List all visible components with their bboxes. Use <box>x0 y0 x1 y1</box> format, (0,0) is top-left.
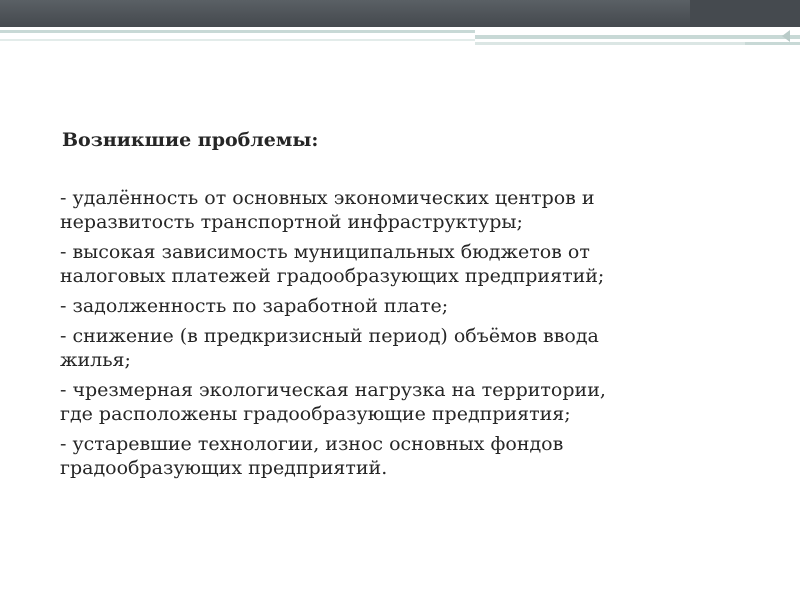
list-item-line: - задолженность по заработной плате; <box>60 295 449 317</box>
list-item-line: градообразующих предприятий. <box>60 457 388 479</box>
slide-title: Возникшие проблемы: <box>62 129 319 151</box>
list-item-line: налоговых платежей градообразующих предприятий; <box>60 265 605 287</box>
bookmark-arrow-icon <box>782 30 790 42</box>
list-item <box>60 186 750 234</box>
slide-content <box>60 128 750 486</box>
header-bar <box>0 0 800 27</box>
list-item <box>60 294 750 318</box>
list-item <box>60 240 750 288</box>
list-item-line: - чрезмерная экологическая нагрузка на территории, <box>60 379 606 401</box>
header-accent <box>690 0 800 27</box>
list-item-line: - удалённость от основных экономических центров и <box>60 187 595 209</box>
list-item-line: жилья; <box>60 349 131 371</box>
accent-stripe <box>475 35 800 39</box>
list-item <box>60 432 750 480</box>
list-item-line: - устаревшие технологии, износ основных фондов <box>60 433 564 455</box>
list-item <box>60 324 750 372</box>
list-item-line: где расположены градообразующие предприятия; <box>60 403 571 425</box>
list-item-line: - снижение (в предкризисный период) объёмов ввода <box>60 325 599 347</box>
list-item-line: - высокая зависимость муниципальных бюджетов от <box>60 241 590 263</box>
list-item-line: неразвитость транспортной инфраструктуры; <box>60 211 523 233</box>
accent-stripe <box>0 39 475 41</box>
accent-stripe <box>745 42 800 45</box>
accent-stripe <box>475 42 745 45</box>
list-item <box>60 378 750 426</box>
accent-stripe <box>0 30 475 33</box>
